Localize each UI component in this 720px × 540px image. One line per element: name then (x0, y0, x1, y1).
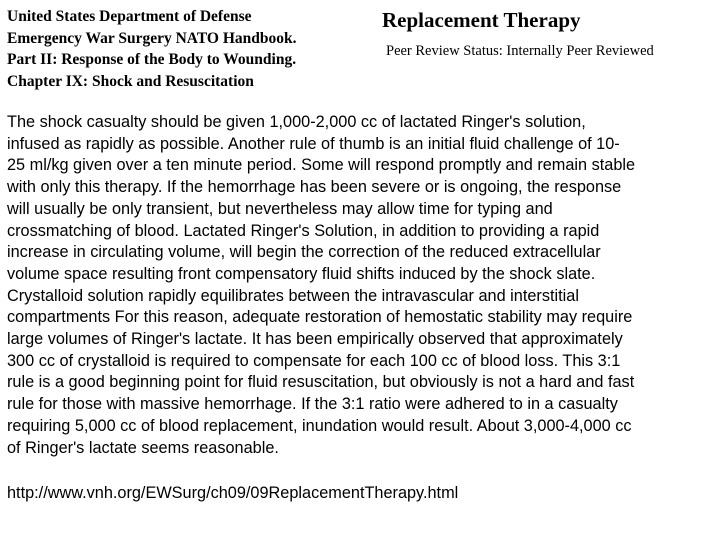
body-line: volume space resulting front compensatory fluid shifts induced by the shock slate. (7, 264, 596, 283)
body-line: rule is a good beginning point for fluid resuscitation, but obviously is not a hard and fast (7, 373, 635, 392)
page-title: Replacement Therapy (382, 8, 581, 32)
body-line: of Ringer's lactate seems reasonable. (7, 438, 279, 457)
source-citation (7, 6, 367, 92)
peer-review-status: Peer Review Status: Internally Peer Reviewed (386, 43, 654, 59)
body-line: 300 cc of crystalloid is required to compensate for each 100 cc of blood loss. This 3:1 (7, 351, 621, 370)
body-line: The shock casualty should be given 1,000-2,000 cc of lactated Ringer's solution, (7, 113, 586, 131)
source-line: Chapter IX: Shock and Resuscitation (7, 72, 254, 90)
body-line: compartments For this reason, adequate restoration of hemostatic stability may require (7, 308, 633, 327)
body-paragraph (7, 112, 707, 459)
body-line: Crystalloid solution rapidly equilibrates between the intravascular and interstitial (7, 286, 579, 305)
body-line: crossmatching of blood. Lactated Ringer's Solution, in addition to providing a rapid (7, 221, 600, 240)
source-line: Emergency War Surgery NATO Handbook. (7, 29, 297, 47)
body-line: large volumes of Ringer's lactate. It has been empirically observed that approximately (7, 330, 623, 349)
source-line: United States Department of Defense (7, 8, 252, 25)
body-line: infused as rapidly as possible. Another rule of thumb is an initial fluid challenge of 10- (7, 134, 620, 153)
body-line: with only this therapy. If the hemorrhage has been severe or is ongoing, the response (7, 178, 622, 197)
source-line: Part II: Response of the Body to Wounding. (7, 51, 297, 68)
source-url[interactable]: http://www.vnh.org/EWSurg/ch09/09ReplacementTherapy.html (7, 484, 459, 502)
body-line: rule for those with massive hemorrhage. If the 3:1 ratio were adhered to in a casualty (7, 395, 618, 414)
body-line: requiring 5,000 cc of blood replacement, inundation would result. About 3,000-4,000 cc (7, 416, 632, 435)
body-line: will usually be only transient, but nevertheless may allow time for typing and (7, 199, 553, 218)
body-line: increase in circulating volume, will begin the correction of the reduced extracellular (7, 243, 601, 262)
body-line: 25 ml/kg given over a ten minute period. Some will respond promptly and remain stable (7, 156, 636, 175)
